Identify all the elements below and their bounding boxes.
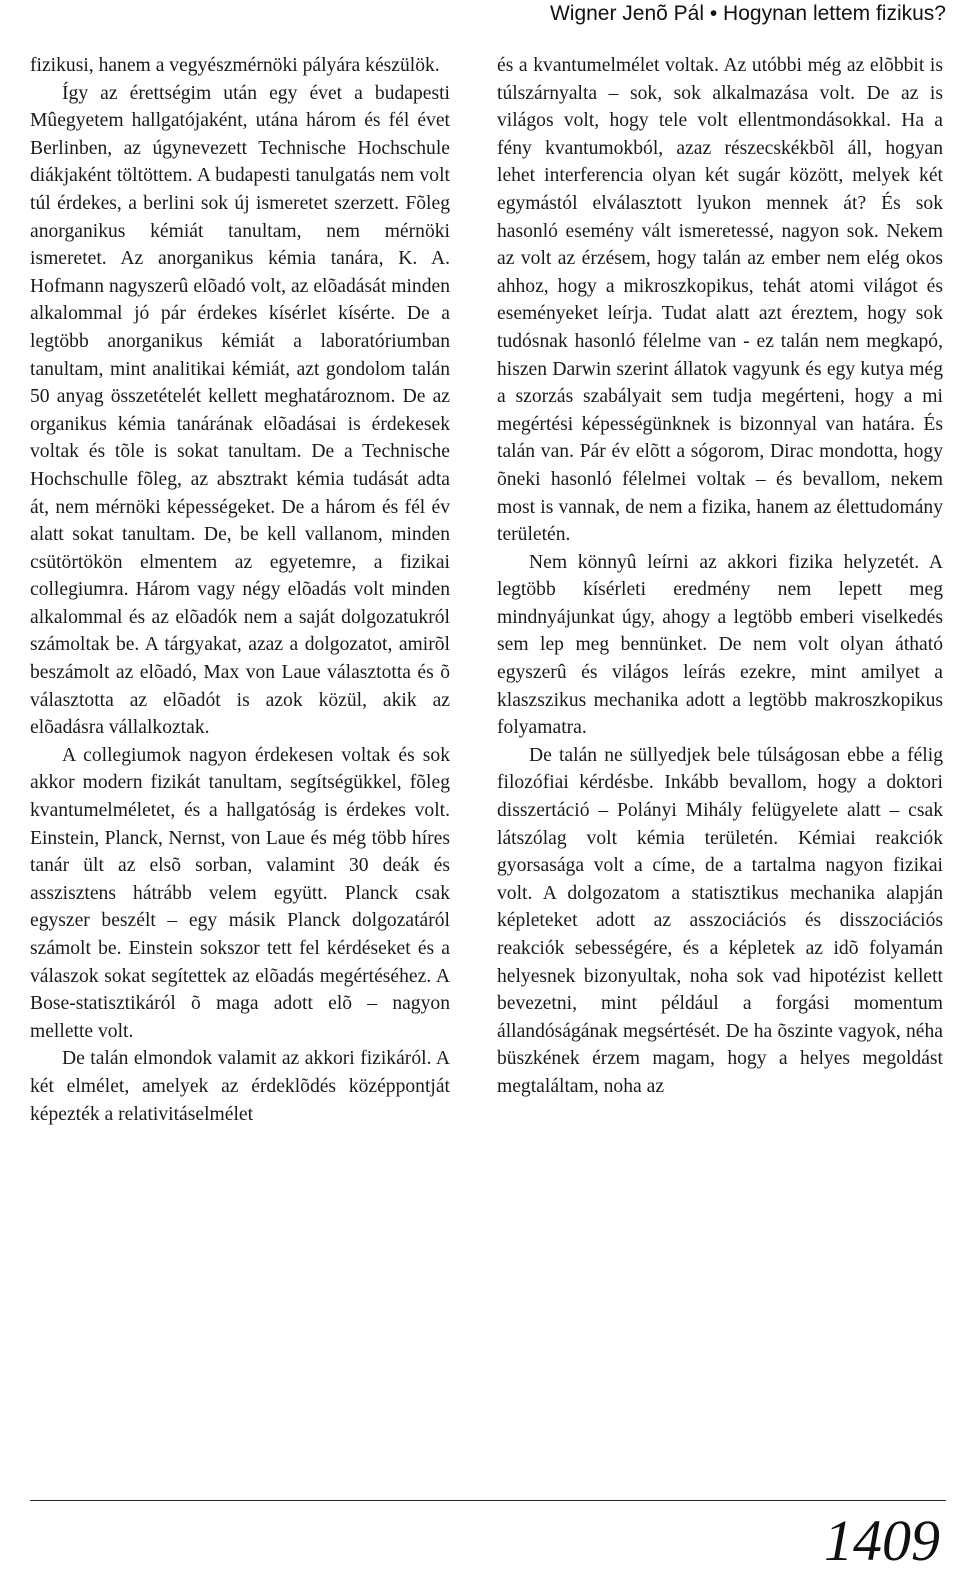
paragraph: Nem könnyû leírni az akkori fizika helyzetét. A legtöbb kísérleti eredmény nem lepett meg mindnyájunkat úgy, ahogy a legtöbb emberi viselkedés sem lep meg bennünket. De nem volt olyan átható egyszerû és világos leírás ezekre, mint amilyet a klaszszikus mechanika adott a legtöbb makroszkopikus folyamatra.	[497, 551, 943, 739]
running-head: Wigner Jenõ Pál • Hogynan lettem fizikus?	[549, 2, 946, 25]
paragraph: De talán elmondok valamit az akkori fizikáról. A két elmélet, amelyek az érdeklõdés középpontját képezték a relativitáselmélet	[30, 1048, 450, 1125]
paragraph: De talán ne süllyedjek bele túlságosan ebbe a félig filozófiai kérdésbe. Inkább bevallom, hogy a doktori disszertáció – Polányi Mihály felügyelete alatt – csak látszólag volt kémia területén. Kémiai reakciók gyorsasága volt a címe, de a tartalma nagyon fizikai volt. A dolgozatom a statisztikus mechanika alapján képleteket adott az asszociációs és disszociációs reakciók sebességére, és a képletek az idõ folyamán helyesnek bizonyultak, noha sok vad hipotézist kellett bevezetni, mint például a forgási momentum állandóságának megsértését. De ha õszinte vagyok, néha büszkének érzem magam, hogy a helyes megoldást megtaláltam, noha az	[497, 744, 943, 1097]
paragraph: Így az érettségim után egy évet a budapesti Mûegyetem hallgatójaként, utána három és fél évet Berlinben, az úgynevezett Technische Hochschule diákjaként töltöttem. A budapesti tanulgatás nem volt túl érdekes, a berlini sok új ismeretet szerzett. Fõleg anorganikus kémiát tanultam, nem mérnöki ismeretet. Az anorganikus kémia tanára, K. A. Hofmann nagyszerû elõadó volt, az elõadását minden alkalommal jó pár érdekes kísérlet kísérte. De a legtöbb anorganikus kémiát a laboratóriumban tanultam, mint analitikai kémiát, azt gondolom talán 50 anyag összetételét kellett meghatároznom. De az organikus kémia tanárának elõadásai is érdekesek voltak és tõle is sokat tanultam. De a Technische Hochschulle fõleg, az absztrakt kémia tudását adta át, nem mérnöki képességeket. De a három és fél év alatt sokat tanultam. De, be kell vallanom, minden csütörtökön elmentem az egyetemre, a fizikai collegiumra. Három vagy négy elõadás volt minden alkalommal és az elõadók nem a saját dolgozatukról számoltak be. A tárgyakat, azaz a dolgozatot, amirõl beszámolt az elõadó, Max von Laue választotta és õ választotta az elõadót is azok közül, akik az elõadásra vállalkoztak.	[30, 82, 450, 739]
paragraph: fizikusi, hanem a vegyészmérnöki pályára készülök.	[30, 55, 440, 76]
paragraph: A collegiumok nagyon érdekesen voltak és sok akkor modern fizikát tanultam, segítségükkel, fõleg kvantumelméletet, és a hallgatóság is érdekes volt. Einstein, Planck, Nernst, von Laue és még több híres tanár ült az elsõ sorban, valamint 30 deák és asszisztens hátrább velem együtt. Planck csak egyszer beszélt – egy másik Planck dolgozatáról számolt be. Einstein sokszor tett fel kérdéseket és a válaszok sokat segítettek az elõadás megértéséhez. A Bose-statisztikáról õ maga adott elõ – nagyon mellette volt.	[30, 744, 450, 1042]
right-column	[497, 52, 943, 1101]
page-number: 1409	[824, 1508, 940, 1573]
paragraph: és a kvantumelmélet voltak. Az utóbbi még az elõbbit is túlszárnyalta – sok, sok alkalmazása volt. De az is világos volt, hogy tele volt ellentmondásokkal. Ha a fény kvantumokból, azaz részecskékbõl áll, hogyan lehet interferencia olyan két sugár között, melyek két egymástól elválasztott lyukon mennek át? És sok hasonló esemény vált ismeretessé, nagyon sok. Nekem az volt az érzésem, hogy talán az ember nem elég okos ahhoz, hogy a mikroszkopikus, tehát atomi világot és eseményeket leírja. Tudat alatt azt éreztem, hogy sok tudósnak hasonló félelme van - ez talán nem megkapó, hiszen Darwin szerint állatok vagyunk és egy kutya még a szorzás szabályait sem tudja megérteni, hogy a mi megértési képességünknek is bizonnyal van határa. És talán van. Pár év elõtt a sógorom, Dirac mondotta, hogy õneki hasonló félelmei voltak – és bevallom, nekem most is vannak, de nem a fizika, hanem az élettudomány területén.	[497, 55, 943, 546]
footer-rule	[30, 1500, 946, 1501]
left-column	[30, 52, 450, 1128]
